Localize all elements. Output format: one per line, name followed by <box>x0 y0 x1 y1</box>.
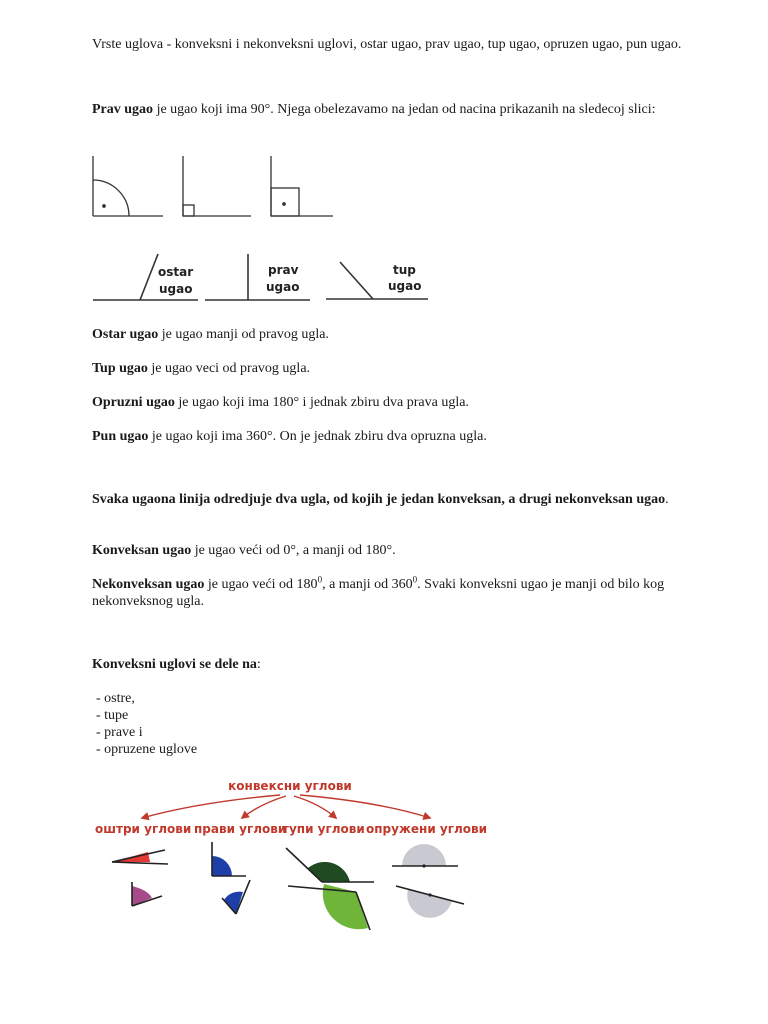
ostar-ugao-term: Ostar ugao <box>92 327 159 342</box>
acute-angle-red <box>112 850 168 864</box>
delene-end: : <box>256 657 261 672</box>
prav-label-line2: ugao <box>266 280 300 294</box>
category-label-straight: опружени углови <box>366 822 488 836</box>
obtuse-angle-green <box>288 884 370 930</box>
opruzni-ugao-paragraph <box>92 394 692 411</box>
straight-angle-gray-2 <box>396 886 464 918</box>
figure2-title: конвексни углови <box>228 779 352 793</box>
nekonveksan-paragraph <box>92 576 677 610</box>
category-label-right: прави углови <box>194 822 287 836</box>
prav-ugao-paragraph <box>92 101 692 118</box>
tup-ugao-term: Tup ugao <box>92 361 148 376</box>
nekonveksan-sup-a: 0 <box>317 574 323 585</box>
prav-label-line1: prav <box>268 263 299 277</box>
tup-ugao-paragraph <box>92 360 692 377</box>
angle-types-figure <box>88 150 438 310</box>
tup-ugao-text: je ugao veci od pravog ugla. <box>147 361 311 376</box>
straight-angle-gray-1 <box>392 844 458 868</box>
tup-label-line2: ugao <box>388 279 422 293</box>
ostar-ugao-text: je ugao manji od pravog ugla. <box>158 327 329 342</box>
prav-ugao-text: je ugao koji ima 90°. Njega obelezavamo na jedan od nacina prikazanih na sledecoj slici: <box>153 102 656 117</box>
konveksan-paragraph <box>92 542 692 559</box>
category-label-acute: оштри углови <box>95 822 192 836</box>
right-angle-square-dot-notation <box>271 156 333 216</box>
list-item: - opruzene uglove <box>96 742 198 757</box>
category-label-obtuse: тупи углови <box>282 822 365 836</box>
list-item: - ostre, <box>96 691 135 706</box>
svaka-paragraph <box>92 491 692 508</box>
delene-term: Konveksni uglovi se dele na <box>92 657 257 672</box>
right-angle-arc-notation <box>93 156 163 216</box>
pun-ugao-text: je ugao koji ima 360°. On je jednak zbiru dva opruzna ugla. <box>148 429 487 444</box>
nekonveksan-text-c: . Svaki konveksni ugao je manji od bilo kog nekonveksnog ugla. <box>92 577 665 609</box>
konveksan-term: Konveksan ugao <box>92 543 192 558</box>
convex-angles-figure <box>90 770 490 940</box>
delene-paragraph <box>92 656 692 673</box>
intro-paragraph: Vrste uglova - konveksni i nekonveksni uglovi, ostar ugao, prav ugao, tup ugao, opruzen ugao, pun ugao. <box>92 37 682 52</box>
right-angle-blue-2 <box>222 880 250 914</box>
right-angle-square-notation <box>183 156 251 216</box>
acute-angle-purple <box>132 882 162 906</box>
convex-types-list <box>96 690 197 758</box>
ostar-label-line1: ostar <box>158 265 194 279</box>
pun-ugao-term: Pun ugao <box>92 429 149 444</box>
arrow-to-cat3 <box>294 796 336 818</box>
arrow-to-cat2 <box>242 796 286 818</box>
list-item: - tupe <box>96 708 129 723</box>
opruzni-ugao-text: je ugao koji ima 180° i jednak zbiru dva prava ugla. <box>174 395 469 410</box>
prav-ugao-term: Prav ugao <box>92 102 154 117</box>
nekonveksan-sup-b: 0 <box>412 574 418 585</box>
svaka-end: . <box>665 492 669 507</box>
opruzni-ugao-term: Opruzni ugao <box>92 395 175 410</box>
pun-ugao-paragraph <box>92 428 692 445</box>
nekonveksan-text-b: , a manji od 360 <box>322 577 413 592</box>
konveksan-text: je ugao veći od 0°, a manji od 180°. <box>191 543 396 558</box>
tup-label-line1: tup <box>393 263 416 277</box>
nekonveksan-term: Nekonveksan ugao <box>92 577 205 592</box>
obtuse-angle-darkgreen <box>286 848 374 882</box>
ostar-label-line2: ugao <box>159 282 193 296</box>
nekonveksan-text-a: je ugao veći od 180 <box>204 577 318 592</box>
list-item: - prave i <box>96 725 143 740</box>
svaka-text: Svaka ugaona linija odredjuje dva ugla, od kojih je jedan konveksan, a drugi nekonveksan ugao <box>92 492 666 507</box>
right-angle-blue-1 <box>212 842 246 876</box>
ostar-ugao-paragraph <box>92 326 692 343</box>
